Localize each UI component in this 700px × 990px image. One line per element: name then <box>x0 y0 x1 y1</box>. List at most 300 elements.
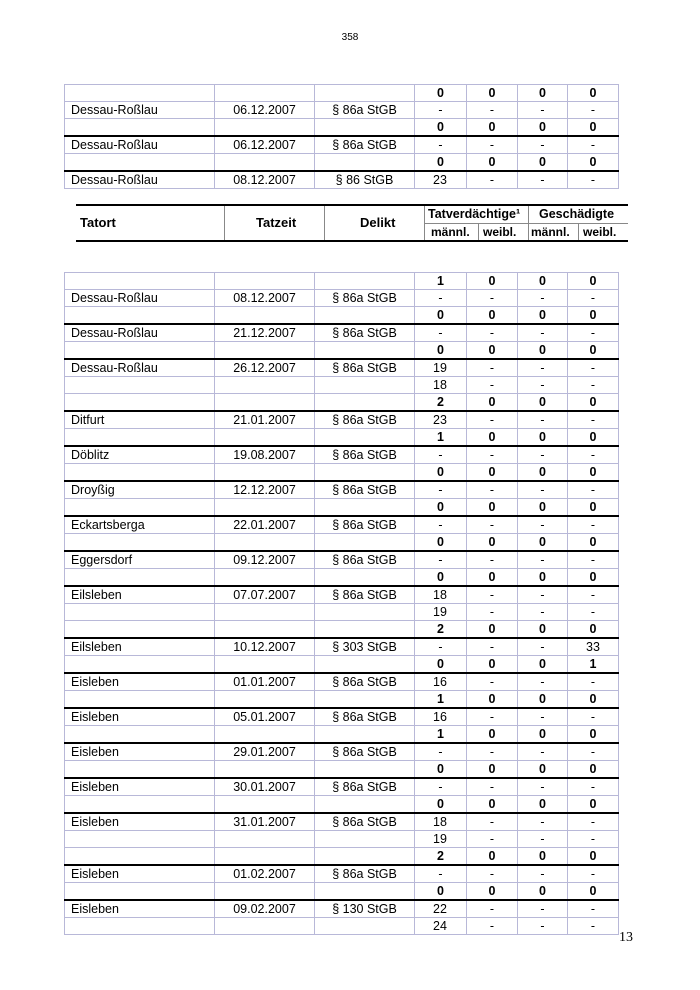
g-maennl-cell: 0 <box>518 534 568 552</box>
delikt-cell: § 86a StGB <box>315 743 415 761</box>
tatzeit-cell <box>215 273 315 290</box>
tv-weibl-cell: - <box>467 673 518 691</box>
table-row <box>65 813 619 831</box>
g-maennl-cell: 0 <box>518 273 568 290</box>
g-maennl-cell: - <box>518 918 568 935</box>
tatort-cell <box>65 307 215 325</box>
tatort-cell <box>65 499 215 517</box>
g-weibl-cell: - <box>568 831 619 848</box>
g-maennl-cell: - <box>518 865 568 883</box>
tv-maennl-cell: 1 <box>415 429 467 447</box>
tv-maennl-cell: 19 <box>415 831 467 848</box>
header-maennl-tv: männl. <box>431 225 470 239</box>
delikt-cell <box>315 918 415 935</box>
table-row <box>65 411 619 429</box>
tv-weibl-cell: - <box>467 551 518 569</box>
tatzeit-cell <box>215 342 315 360</box>
g-weibl-cell: - <box>568 708 619 726</box>
tv-maennl-cell: 18 <box>415 813 467 831</box>
tatzeit-cell <box>215 761 315 779</box>
header-geschaedigte: Geschädigte <box>539 207 615 221</box>
g-weibl-cell: 0 <box>568 464 619 482</box>
tatzeit-cell: 06.12.2007 <box>215 136 315 154</box>
tatort-cell <box>65 154 215 172</box>
tv-weibl-cell: 0 <box>467 394 518 412</box>
table-row <box>65 638 619 656</box>
tatzeit-cell <box>215 464 315 482</box>
table-row <box>65 831 619 848</box>
g-maennl-cell: 0 <box>518 499 568 517</box>
table-row <box>65 429 619 447</box>
delikt-cell: § 303 StGB <box>315 638 415 656</box>
delikt-cell <box>315 621 415 639</box>
delikt-cell <box>315 796 415 814</box>
tv-maennl-cell: - <box>415 516 467 534</box>
header-weibl-g: weibl. <box>583 225 617 239</box>
table-row <box>65 359 619 377</box>
tv-weibl-cell: - <box>467 324 518 342</box>
tatort-cell: Dessau-Roßlau <box>65 102 215 119</box>
header-tatverdaechtige: Tatverdächtige¹ <box>428 207 521 221</box>
tatort-cell: Eckartsberga <box>65 516 215 534</box>
g-maennl-cell: - <box>518 831 568 848</box>
tatzeit-cell <box>215 499 315 517</box>
g-maennl-cell: - <box>518 481 568 499</box>
tv-maennl-cell: - <box>415 102 467 119</box>
table-row <box>65 621 619 639</box>
g-weibl-cell: - <box>568 481 619 499</box>
tv-weibl-cell: - <box>467 586 518 604</box>
g-weibl-cell: - <box>568 290 619 307</box>
tv-weibl-cell: 0 <box>467 691 518 709</box>
tatort-cell <box>65 621 215 639</box>
delikt-cell: § 86a StGB <box>315 290 415 307</box>
table-row <box>65 85 619 102</box>
tv-maennl-cell: - <box>415 865 467 883</box>
tv-maennl-cell: 0 <box>415 499 467 517</box>
tatzeit-cell: 08.12.2007 <box>215 290 315 307</box>
delikt-cell <box>315 394 415 412</box>
delikt-cell <box>315 429 415 447</box>
tatzeit-cell: 09.12.2007 <box>215 551 315 569</box>
g-maennl-cell: 0 <box>518 342 568 360</box>
tatort-cell: Eggersdorf <box>65 551 215 569</box>
tatzeit-cell: 09.02.2007 <box>215 900 315 918</box>
table-row <box>65 464 619 482</box>
g-weibl-cell: 0 <box>568 394 619 412</box>
page-number-top: 358 <box>341 32 359 43</box>
g-maennl-cell: - <box>518 324 568 342</box>
g-weibl-cell: 0 <box>568 534 619 552</box>
g-weibl-cell: 0 <box>568 154 619 172</box>
g-maennl-cell: - <box>518 900 568 918</box>
g-weibl-cell: - <box>568 586 619 604</box>
tv-weibl-cell: 0 <box>467 656 518 674</box>
g-maennl-cell: 0 <box>518 656 568 674</box>
table-row <box>65 848 619 866</box>
table-row <box>65 342 619 360</box>
tv-maennl-cell: 19 <box>415 359 467 377</box>
g-weibl-cell: - <box>568 900 619 918</box>
delikt-cell <box>315 726 415 744</box>
tatort-cell: Eisleben <box>65 743 215 761</box>
tv-maennl-cell: - <box>415 743 467 761</box>
tv-weibl-cell: 0 <box>467 621 518 639</box>
tatort-cell <box>65 831 215 848</box>
table-row <box>65 656 619 674</box>
g-weibl-cell: - <box>568 136 619 154</box>
table-row <box>65 743 619 761</box>
delikt-cell <box>315 761 415 779</box>
g-maennl-cell: - <box>518 604 568 621</box>
tatort-cell: Döblitz <box>65 446 215 464</box>
g-weibl-cell: 0 <box>568 883 619 901</box>
tatzeit-cell <box>215 621 315 639</box>
table-row <box>65 154 619 172</box>
delikt-cell <box>315 154 415 172</box>
tv-maennl-cell: 0 <box>415 154 467 172</box>
tatort-cell: Droyßig <box>65 481 215 499</box>
table-row <box>65 273 619 290</box>
delikt-cell: § 86a StGB <box>315 446 415 464</box>
g-maennl-cell: - <box>518 136 568 154</box>
g-maennl-cell: - <box>518 290 568 307</box>
tatzeit-cell <box>215 726 315 744</box>
g-weibl-cell: 0 <box>568 569 619 587</box>
delikt-cell: § 86a StGB <box>315 813 415 831</box>
g-weibl-cell: 0 <box>568 273 619 290</box>
tv-weibl-cell: - <box>467 708 518 726</box>
tv-maennl-cell: 16 <box>415 708 467 726</box>
table-row <box>65 136 619 154</box>
table-row <box>65 918 619 935</box>
tatzeit-cell <box>215 796 315 814</box>
table-main <box>64 272 619 935</box>
tv-weibl-cell: 0 <box>467 154 518 172</box>
tatzeit-cell <box>215 656 315 674</box>
tatzeit-cell <box>215 85 315 102</box>
g-maennl-cell: - <box>518 708 568 726</box>
tv-maennl-cell: 0 <box>415 85 467 102</box>
g-weibl-cell: 1 <box>568 656 619 674</box>
tatzeit-cell: 31.01.2007 <box>215 813 315 831</box>
tatort-cell <box>65 726 215 744</box>
tatort-cell <box>65 569 215 587</box>
page-number-footer: 13 <box>619 930 633 945</box>
tv-weibl-cell: - <box>467 377 518 394</box>
g-maennl-cell: - <box>518 813 568 831</box>
g-maennl-cell: 0 <box>518 691 568 709</box>
tatzeit-cell: 22.01.2007 <box>215 516 315 534</box>
tv-maennl-cell: - <box>415 446 467 464</box>
g-maennl-cell: - <box>518 102 568 119</box>
g-maennl-cell: - <box>518 516 568 534</box>
tv-maennl-cell: 0 <box>415 761 467 779</box>
tatzeit-cell <box>215 831 315 848</box>
table-row <box>65 307 619 325</box>
g-weibl-cell: - <box>568 604 619 621</box>
tv-weibl-cell: - <box>467 446 518 464</box>
g-maennl-cell: - <box>518 673 568 691</box>
delikt-cell: § 130 StGB <box>315 900 415 918</box>
delikt-cell: § 86a StGB <box>315 324 415 342</box>
table-row <box>65 481 619 499</box>
tv-weibl-cell: - <box>467 865 518 883</box>
tv-weibl-cell: - <box>467 411 518 429</box>
g-maennl-cell: 0 <box>518 85 568 102</box>
tv-weibl-cell: - <box>467 516 518 534</box>
table-row <box>65 883 619 901</box>
g-maennl-cell: - <box>518 171 568 189</box>
g-weibl-cell: 0 <box>568 85 619 102</box>
tatort-cell: Eisleben <box>65 708 215 726</box>
tv-weibl-cell: 0 <box>467 342 518 360</box>
table-row <box>65 551 619 569</box>
g-weibl-cell: - <box>568 359 619 377</box>
tv-maennl-cell: 1 <box>415 726 467 744</box>
tv-maennl-cell: 22 <box>415 900 467 918</box>
g-weibl-cell: 0 <box>568 761 619 779</box>
tv-maennl-cell: 18 <box>415 586 467 604</box>
tatort-cell <box>65 918 215 935</box>
header-tatzeit: Tatzeit <box>256 215 297 230</box>
g-maennl-cell: - <box>518 551 568 569</box>
tatzeit-cell: 10.12.2007 <box>215 638 315 656</box>
delikt-cell: § 86a StGB <box>315 411 415 429</box>
tatzeit-cell: 01.01.2007 <box>215 673 315 691</box>
tatzeit-cell <box>215 883 315 901</box>
tv-maennl-cell: 0 <box>415 656 467 674</box>
g-maennl-cell: 0 <box>518 464 568 482</box>
tatort-cell: Eisleben <box>65 900 215 918</box>
tatort-cell <box>65 85 215 102</box>
tatzeit-cell <box>215 918 315 935</box>
tatort-cell <box>65 273 215 290</box>
delikt-cell <box>315 307 415 325</box>
tatort-cell <box>65 377 215 394</box>
g-weibl-cell: 0 <box>568 796 619 814</box>
table-row <box>65 377 619 394</box>
tv-weibl-cell: 0 <box>467 534 518 552</box>
g-maennl-cell: - <box>518 638 568 656</box>
delikt-cell <box>315 464 415 482</box>
tv-weibl-cell: - <box>467 638 518 656</box>
tv-maennl-cell: - <box>415 136 467 154</box>
table-row <box>65 516 619 534</box>
tv-weibl-cell: - <box>467 604 518 621</box>
delikt-cell <box>315 604 415 621</box>
tatort-cell: Dessau-Roßlau <box>65 136 215 154</box>
tatort-cell: Dessau-Roßlau <box>65 290 215 307</box>
tatort-cell: Eilsleben <box>65 586 215 604</box>
delikt-cell: § 86a StGB <box>315 586 415 604</box>
tv-maennl-cell: 1 <box>415 273 467 290</box>
tv-maennl-cell: 18 <box>415 377 467 394</box>
tatort-cell <box>65 848 215 866</box>
tv-weibl-cell: - <box>467 171 518 189</box>
tatzeit-cell: 19.08.2007 <box>215 446 315 464</box>
delikt-cell: § 86a StGB <box>315 481 415 499</box>
tatzeit-cell: 05.01.2007 <box>215 708 315 726</box>
tatort-cell <box>65 394 215 412</box>
tatzeit-cell <box>215 848 315 866</box>
tv-maennl-cell: - <box>415 324 467 342</box>
tv-weibl-cell: - <box>467 136 518 154</box>
tv-weibl-cell: - <box>467 918 518 935</box>
g-maennl-cell: - <box>518 359 568 377</box>
delikt-cell: § 86a StGB <box>315 865 415 883</box>
tv-weibl-cell: 0 <box>467 883 518 901</box>
delikt-cell: § 86a StGB <box>315 136 415 154</box>
g-weibl-cell: - <box>568 324 619 342</box>
delikt-cell <box>315 534 415 552</box>
tatzeit-cell: 21.12.2007 <box>215 324 315 342</box>
tatzeit-cell <box>215 377 315 394</box>
delikt-cell <box>315 377 415 394</box>
delikt-cell <box>315 848 415 866</box>
tatzeit-cell: 01.02.2007 <box>215 865 315 883</box>
tatort-cell: Dessau-Roßlau <box>65 171 215 189</box>
tv-maennl-cell: 0 <box>415 796 467 814</box>
tatzeit-cell: 30.01.2007 <box>215 778 315 796</box>
tv-weibl-cell: 0 <box>467 85 518 102</box>
g-maennl-cell: - <box>518 411 568 429</box>
table-row <box>65 726 619 744</box>
tv-maennl-cell: 0 <box>415 534 467 552</box>
g-weibl-cell: - <box>568 411 619 429</box>
tatzeit-cell <box>215 154 315 172</box>
tv-weibl-cell: 0 <box>467 307 518 325</box>
tv-maennl-cell: 23 <box>415 411 467 429</box>
tv-maennl-cell: 2 <box>415 621 467 639</box>
table-row <box>65 119 619 137</box>
tv-maennl-cell: 2 <box>415 394 467 412</box>
header-delikt: Delikt <box>360 215 396 230</box>
tatort-cell: Eisleben <box>65 778 215 796</box>
tatzeit-cell <box>215 691 315 709</box>
tv-maennl-cell: - <box>415 481 467 499</box>
tatzeit-cell <box>215 394 315 412</box>
tv-weibl-cell: 0 <box>467 726 518 744</box>
delikt-cell <box>315 499 415 517</box>
g-weibl-cell: - <box>568 813 619 831</box>
tatort-cell: Eisleben <box>65 673 215 691</box>
tv-maennl-cell: 0 <box>415 342 467 360</box>
g-weibl-cell: 0 <box>568 848 619 866</box>
delikt-cell: § 86 StGB <box>315 171 415 189</box>
delikt-cell: § 86a StGB <box>315 102 415 119</box>
delikt-cell: § 86a StGB <box>315 516 415 534</box>
g-maennl-cell: - <box>518 743 568 761</box>
tv-maennl-cell: 16 <box>415 673 467 691</box>
tv-weibl-cell: 0 <box>467 796 518 814</box>
tatort-cell <box>65 534 215 552</box>
g-maennl-cell: - <box>518 778 568 796</box>
g-weibl-cell: 0 <box>568 691 619 709</box>
tatzeit-cell: 12.12.2007 <box>215 481 315 499</box>
g-maennl-cell: - <box>518 377 568 394</box>
g-weibl-cell: - <box>568 516 619 534</box>
tv-maennl-cell: - <box>415 290 467 307</box>
delikt-cell <box>315 569 415 587</box>
table-row <box>65 324 619 342</box>
delikt-cell <box>315 691 415 709</box>
tatzeit-cell <box>215 307 315 325</box>
table-row <box>65 569 619 587</box>
g-weibl-cell: 0 <box>568 726 619 744</box>
g-weibl-cell: 33 <box>568 638 619 656</box>
tatzeit-cell: 26.12.2007 <box>215 359 315 377</box>
table-row <box>65 865 619 883</box>
header-tatort: Tatort <box>80 215 116 230</box>
tv-maennl-cell: 23 <box>415 171 467 189</box>
tv-maennl-cell: 1 <box>415 691 467 709</box>
g-maennl-cell: 0 <box>518 569 568 587</box>
tv-maennl-cell: - <box>415 551 467 569</box>
table-row <box>65 796 619 814</box>
tatort-cell <box>65 656 215 674</box>
table-row <box>65 394 619 412</box>
g-maennl-cell: 0 <box>518 394 568 412</box>
delikt-cell <box>315 831 415 848</box>
g-maennl-cell: 0 <box>518 726 568 744</box>
g-weibl-cell: - <box>568 171 619 189</box>
g-maennl-cell: 0 <box>518 761 568 779</box>
delikt-cell: § 86a StGB <box>315 673 415 691</box>
tv-weibl-cell: - <box>467 813 518 831</box>
g-maennl-cell: 0 <box>518 429 568 447</box>
header-maennl-g: männl. <box>531 225 570 239</box>
tv-maennl-cell: - <box>415 778 467 796</box>
table-row <box>65 778 619 796</box>
tv-maennl-cell: 24 <box>415 918 467 935</box>
table-row <box>65 171 619 189</box>
delikt-cell <box>315 273 415 290</box>
tatort-cell: Dessau-Roßlau <box>65 324 215 342</box>
g-weibl-cell: - <box>568 446 619 464</box>
tatzeit-cell: 07.07.2007 <box>215 586 315 604</box>
delikt-cell: § 86a StGB <box>315 708 415 726</box>
tv-weibl-cell: - <box>467 290 518 307</box>
tatort-cell <box>65 796 215 814</box>
g-maennl-cell: 0 <box>518 307 568 325</box>
table-row <box>65 691 619 709</box>
table-main-body <box>65 273 619 935</box>
g-maennl-cell: - <box>518 446 568 464</box>
table-continuation <box>64 84 619 189</box>
delikt-cell <box>315 119 415 137</box>
tatzeit-cell: 06.12.2007 <box>215 102 315 119</box>
table-row <box>65 900 619 918</box>
tv-weibl-cell: - <box>467 102 518 119</box>
tv-weibl-cell: - <box>467 778 518 796</box>
table-row <box>65 586 619 604</box>
table-row <box>65 534 619 552</box>
tv-maennl-cell: 19 <box>415 604 467 621</box>
g-maennl-cell: 0 <box>518 119 568 137</box>
g-maennl-cell: 0 <box>518 848 568 866</box>
tv-maennl-cell: 0 <box>415 883 467 901</box>
tatort-cell <box>65 761 215 779</box>
g-weibl-cell: - <box>568 743 619 761</box>
table-row <box>65 708 619 726</box>
tatzeit-cell: 08.12.2007 <box>215 171 315 189</box>
g-maennl-cell: 0 <box>518 154 568 172</box>
tatort-cell <box>65 342 215 360</box>
g-weibl-cell: 0 <box>568 499 619 517</box>
g-weibl-cell: - <box>568 551 619 569</box>
g-weibl-cell: - <box>568 377 619 394</box>
